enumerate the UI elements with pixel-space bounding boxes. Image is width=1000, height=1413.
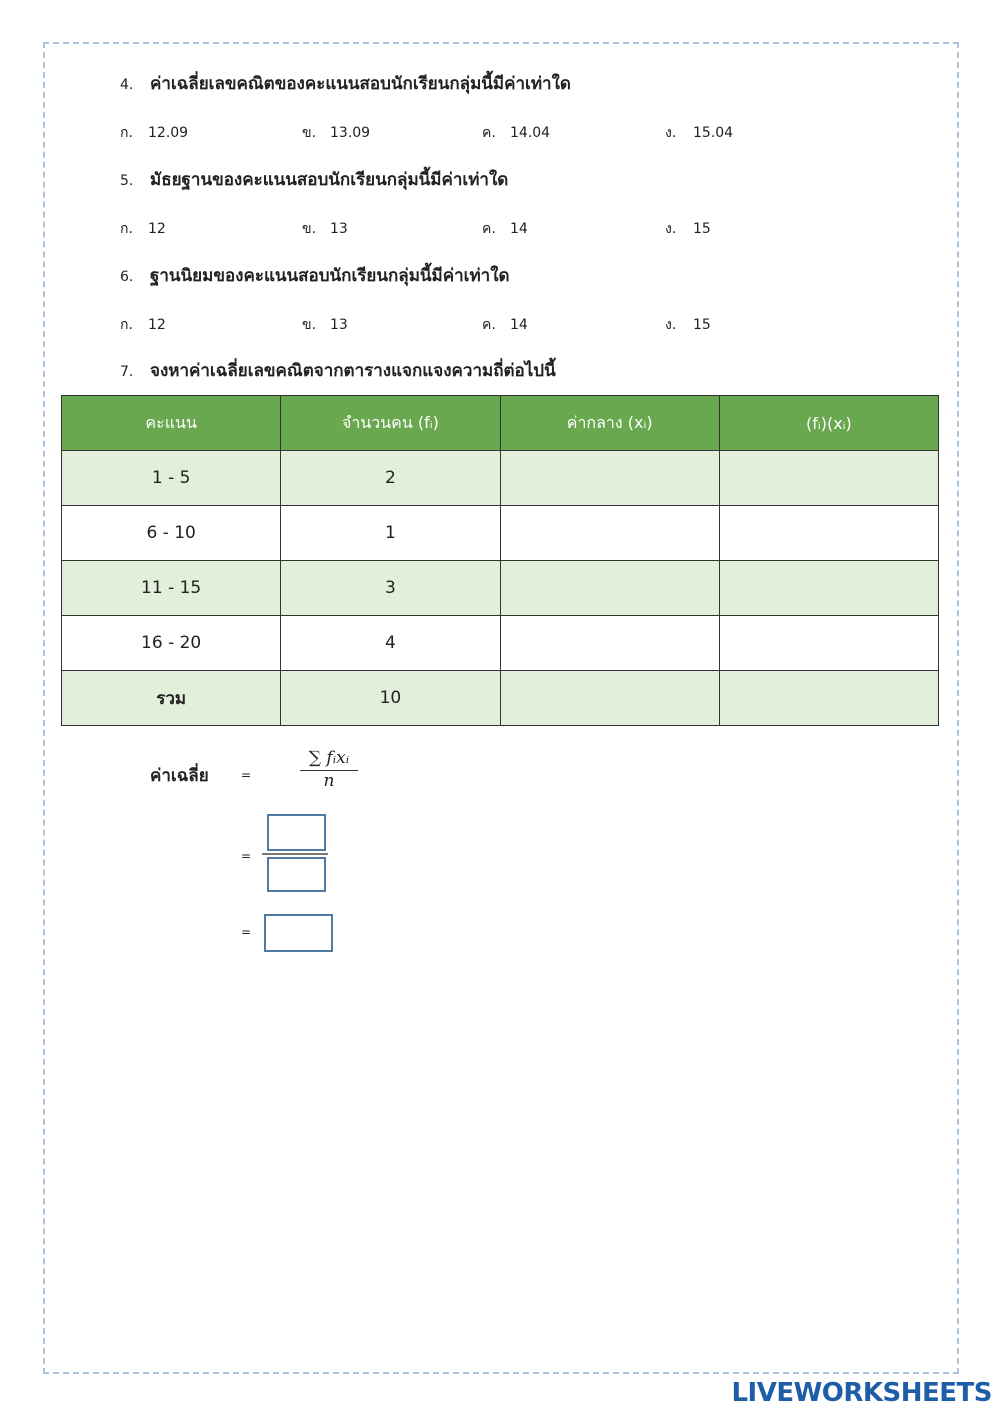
option-letter: ข. (302, 125, 317, 141)
answer-option[interactable] (482, 314, 528, 336)
answer-option[interactable] (665, 218, 711, 240)
answer-option[interactable] (120, 314, 166, 336)
header-score: คะแนน (62, 396, 281, 451)
option-value: 15 (693, 317, 711, 333)
option-value: 13 (330, 317, 348, 333)
option-letter: ก. (120, 125, 133, 141)
mean-formula (300, 748, 358, 791)
question-6 (120, 262, 510, 289)
question-5 (120, 166, 508, 193)
formula-denominator: n (323, 771, 335, 791)
header-frequency: จำนวนคน (fᵢ) (281, 396, 500, 451)
fraction-bar (262, 853, 328, 855)
option-letter: ค. (482, 125, 496, 141)
midpoint-cell[interactable] (500, 451, 719, 506)
question-number: 5. (120, 173, 134, 189)
option-value: 13.09 (330, 125, 371, 141)
question-4 (120, 70, 571, 97)
score-cell: 11 - 15 (62, 561, 281, 616)
midpoint-cell[interactable] (500, 616, 719, 671)
option-value: 12.09 (148, 125, 189, 141)
product-input[interactable] (720, 561, 938, 615)
option-letter: ก. (120, 221, 133, 237)
equals-sign: = (241, 768, 252, 782)
product-input[interactable] (720, 451, 938, 505)
product-cell[interactable] (719, 671, 938, 726)
answer-option[interactable] (665, 314, 711, 336)
frequency-table (61, 395, 939, 726)
product-input[interactable] (720, 506, 938, 560)
header-product: (fᵢ)(xᵢ) (719, 396, 938, 451)
option-letter: ค. (482, 221, 496, 237)
question-number: 6. (120, 269, 134, 285)
table-row (62, 451, 939, 506)
answer-option[interactable] (302, 122, 370, 144)
table-row (62, 561, 939, 616)
midpoint-cell[interactable] (500, 561, 719, 616)
question-text: ค่าเฉลี่ยเลขคณิตของคะแนนสอบนักเรียนกลุ่มนี้มีค่าเท่าใด (150, 74, 571, 94)
midpoint-input[interactable] (501, 451, 719, 505)
product-input[interactable] (720, 616, 938, 670)
midpoint-cell[interactable] (500, 671, 719, 726)
option-value: 15 (693, 221, 711, 237)
midpoint-cell[interactable] (500, 506, 719, 561)
answer-option[interactable] (302, 218, 348, 240)
midpoint-input[interactable] (501, 561, 719, 615)
answer-option[interactable] (665, 122, 733, 144)
option-letter: ข. (302, 221, 317, 237)
table-row (62, 671, 939, 726)
question-text: ฐานนิยมของคะแนนสอบนักเรียนกลุ่มนี้มีค่าเท่าใด (150, 266, 510, 286)
score-cell: 1 - 5 (62, 451, 281, 506)
denominator-answer-input[interactable] (267, 857, 326, 892)
option-value: 12 (148, 317, 166, 333)
option-letter: ข. (302, 317, 317, 333)
answer-option[interactable] (120, 122, 188, 144)
equals-sign: = (241, 849, 252, 863)
product-cell[interactable] (719, 506, 938, 561)
answer-option[interactable] (120, 218, 166, 240)
option-letter: ก. (120, 317, 133, 333)
answer-option[interactable] (482, 218, 528, 240)
option-letter: ง. (665, 317, 677, 333)
question-7 (120, 357, 556, 384)
table-header (62, 396, 939, 451)
equals-sign: = (241, 925, 252, 939)
score-cell: 16 - 20 (62, 616, 281, 671)
option-value: 15.04 (693, 125, 734, 141)
midpoint-input[interactable] (501, 506, 719, 560)
option-letter: ค. (482, 317, 496, 333)
table-row (62, 506, 939, 561)
frequency-cell: 10 (281, 671, 500, 726)
frequency-cell: 4 (281, 616, 500, 671)
question-number: 4. (120, 77, 134, 93)
question-text: มัธยฐานของคะแนนสอบนักเรียนกลุ่มนี้มีค่าเท่าใด (150, 170, 509, 190)
question-number: 7. (120, 364, 134, 380)
option-letter: ง. (665, 125, 677, 141)
product-cell[interactable] (719, 451, 938, 506)
score-cell: 6 - 10 (62, 506, 281, 561)
frequency-cell: 2 (281, 451, 500, 506)
option-value: 13 (330, 221, 348, 237)
numerator-answer-input[interactable] (267, 814, 326, 851)
product-input[interactable] (720, 671, 938, 725)
option-value: 12 (148, 221, 166, 237)
answer-option[interactable] (482, 122, 550, 144)
formula-numerator: ∑ fᵢxᵢ (300, 748, 358, 771)
liveworksheets-logo: LIVEWORKSHEETS (731, 1378, 992, 1408)
option-value: 14.04 (510, 125, 551, 141)
product-cell[interactable] (719, 616, 938, 671)
frequency-cell: 1 (281, 506, 500, 561)
mean-answer-input[interactable] (264, 914, 333, 952)
product-cell[interactable] (719, 561, 938, 616)
option-letter: ง. (665, 221, 677, 237)
answer-option[interactable] (302, 314, 348, 336)
option-value: 14 (510, 317, 528, 333)
table-row (62, 616, 939, 671)
frequency-cell: 3 (281, 561, 500, 616)
question-text: จงหาค่าเฉลี่ยเลขคณิตจากตารางแจกแจงความถี่ต่อไปนี้ (150, 361, 556, 381)
midpoint-input[interactable] (501, 616, 719, 670)
midpoint-input[interactable] (501, 671, 719, 725)
mean-label: ค่าเฉลี่ย (150, 766, 209, 786)
header-midpoint: ค่ากลาง (xᵢ) (500, 396, 719, 451)
score-cell: รวม (62, 671, 281, 726)
option-value: 14 (510, 221, 528, 237)
